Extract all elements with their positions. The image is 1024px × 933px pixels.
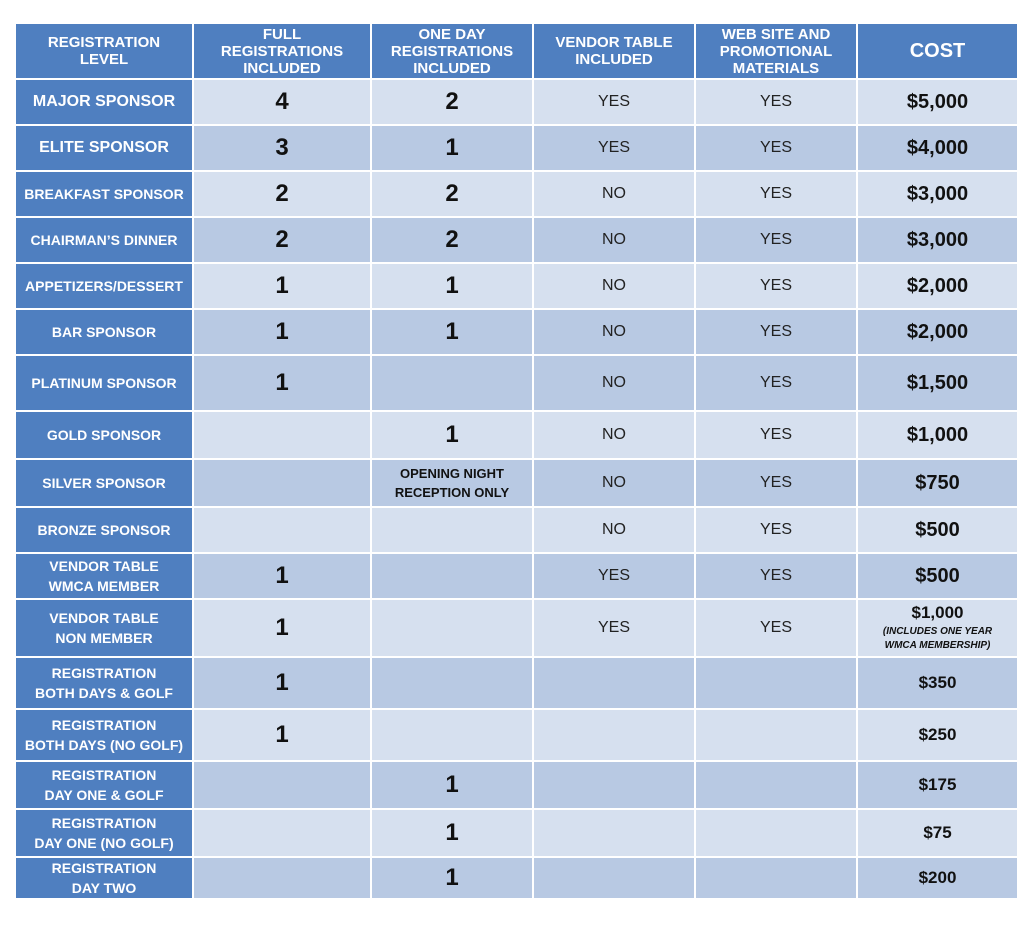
table-row (16, 858, 1017, 898)
table-row (16, 810, 1017, 856)
one-day-note-cell (372, 460, 532, 506)
vendor-cell (534, 710, 694, 760)
one-day-cell: 1 (372, 858, 532, 898)
cost-cell: $1,500 (858, 356, 1017, 410)
header-web-line: WEB SITE AND (721, 25, 831, 43)
web-cell (696, 810, 856, 856)
web-cell: YES (696, 80, 856, 124)
cost-cell: $250 (858, 710, 1017, 760)
table-row (16, 126, 1017, 170)
table-row (16, 264, 1017, 308)
level-line: NON MEMBER (55, 630, 153, 646)
level-line: VENDOR TABLE (49, 610, 159, 626)
header-oneday-line: INCLUDED (413, 59, 491, 77)
one-day-cell: 1 (372, 810, 532, 856)
level-line: REGISTRATION (51, 717, 157, 733)
level-cell: MAJOR SPONSOR (16, 80, 192, 124)
level-line: DAY TWO (71, 880, 137, 896)
full-registrations-cell: 3 (194, 126, 370, 170)
vendor-cell: NO (534, 264, 694, 308)
web-cell: YES (696, 356, 856, 410)
table-row (16, 310, 1017, 354)
header-full-registrations (194, 24, 370, 78)
header-full-line: REGISTRATIONS (220, 42, 344, 60)
level-line: BOTH DAYS & GOLF (35, 685, 173, 701)
header-row (16, 24, 1017, 78)
level-line: REGISTRATION (51, 767, 157, 783)
table-row (16, 356, 1017, 410)
cost-cell: $2,000 (858, 310, 1017, 354)
cost-cell: $5,000 (858, 80, 1017, 124)
level-cell: SILVER SPONSOR (16, 460, 192, 506)
one-day-note-line: OPENING NIGHT (399, 466, 504, 481)
full-registrations-cell: 1 (194, 658, 370, 708)
table-row (16, 762, 1017, 808)
vendor-cell: YES (534, 126, 694, 170)
table-row (16, 218, 1017, 262)
header-level-line: REGISTRATION (47, 34, 161, 51)
vendor-cell: NO (534, 356, 694, 410)
cost-cell: $75 (858, 810, 1017, 856)
web-cell (696, 762, 856, 808)
full-registrations-cell (194, 858, 370, 898)
full-registrations-cell: 1 (194, 710, 370, 760)
header-level (16, 24, 192, 78)
header-web-site (696, 24, 856, 78)
vendor-cell (534, 858, 694, 898)
web-cell (696, 658, 856, 708)
one-day-cell: 1 (372, 762, 532, 808)
table-row (16, 710, 1017, 760)
one-day-cell (372, 356, 532, 410)
cost-note-line: WMCA MEMBERSHIP) (884, 640, 991, 651)
web-cell (696, 710, 856, 760)
level-cell: BAR SPONSOR (16, 310, 192, 354)
vendor-cell (534, 658, 694, 708)
web-cell: YES (696, 126, 856, 170)
cost-cell: $175 (858, 762, 1017, 808)
web-cell (696, 858, 856, 898)
full-registrations-cell: 1 (194, 310, 370, 354)
one-day-cell (372, 508, 532, 552)
one-day-note-line: RECEPTION ONLY (394, 485, 510, 500)
header-web-line: PROMOTIONAL (719, 42, 833, 60)
header-oneday-line: ONE DAY (418, 25, 486, 43)
full-registrations-cell (194, 762, 370, 808)
level-cell (16, 554, 192, 598)
one-day-cell (372, 554, 532, 598)
header-level-line: LEVEL (79, 51, 129, 68)
one-day-cell: 1 (372, 412, 532, 458)
level-cell: PLATINUM SPONSOR (16, 356, 192, 410)
web-cell: YES (696, 218, 856, 262)
full-registrations-cell: 2 (194, 218, 370, 262)
one-day-cell (372, 600, 532, 656)
full-registrations-cell: 2 (194, 172, 370, 216)
table-row (16, 658, 1017, 708)
cost-cell (858, 600, 1017, 656)
header-full-line: FULL (262, 25, 302, 43)
level-line: DAY ONE & GOLF (44, 787, 164, 803)
level-cell (16, 710, 192, 760)
cost-cell: $2,000 (858, 264, 1017, 308)
level-cell (16, 658, 192, 708)
level-line: DAY ONE (NO GOLF) (34, 835, 174, 851)
level-cell: CHAIRMAN’S DINNER (16, 218, 192, 262)
cost-cell: $350 (858, 658, 1017, 708)
one-day-cell: 2 (372, 172, 532, 216)
web-cell: YES (696, 172, 856, 216)
vendor-cell: NO (534, 508, 694, 552)
level-cell: GOLD SPONSOR (16, 412, 192, 458)
web-cell: YES (696, 600, 856, 656)
header-vendor-line: INCLUDED (575, 51, 653, 68)
level-cell: BREAKFAST SPONSOR (16, 172, 192, 216)
header-vendor-table (534, 24, 694, 78)
vendor-cell: YES (534, 80, 694, 124)
vendor-cell: YES (534, 554, 694, 598)
full-registrations-cell: 1 (194, 264, 370, 308)
level-cell (16, 762, 192, 808)
full-registrations-cell: 1 (194, 554, 370, 598)
table-row (16, 554, 1017, 598)
header-web-line: MATERIALS (732, 59, 820, 77)
level-cell (16, 858, 192, 898)
one-day-cell (372, 710, 532, 760)
web-cell: YES (696, 508, 856, 552)
full-registrations-cell (194, 460, 370, 506)
full-registrations-cell (194, 412, 370, 458)
web-cell: YES (696, 310, 856, 354)
level-line: REGISTRATION (51, 860, 157, 876)
cost-cell: $750 (858, 460, 1017, 506)
level-line: VENDOR TABLE (49, 558, 159, 574)
table-row (16, 600, 1017, 656)
sponsorship-table (14, 22, 1019, 900)
header-vendor-line: VENDOR TABLE (555, 34, 673, 51)
cost-cell: $500 (858, 554, 1017, 598)
one-day-cell: 1 (372, 264, 532, 308)
level-line: WMCA MEMBER (48, 578, 160, 594)
level-cell: BRONZE SPONSOR (16, 508, 192, 552)
cost-value: $1,000 (911, 603, 964, 622)
full-registrations-cell (194, 810, 370, 856)
one-day-cell: 1 (372, 310, 532, 354)
table-row (16, 80, 1017, 124)
table-row (16, 460, 1017, 506)
vendor-cell: NO (534, 412, 694, 458)
vendor-cell: NO (534, 460, 694, 506)
cost-cell: $500 (858, 508, 1017, 552)
level-cell (16, 600, 192, 656)
header-cost: COST (858, 24, 1017, 78)
level-line: REGISTRATION (51, 815, 157, 831)
cost-cell: $4,000 (858, 126, 1017, 170)
full-registrations-cell: 1 (194, 600, 370, 656)
cost-cell: $200 (858, 858, 1017, 898)
header-full-line: INCLUDED (243, 59, 321, 77)
table-row (16, 412, 1017, 458)
full-registrations-cell: 1 (194, 356, 370, 410)
cost-cell: $3,000 (858, 172, 1017, 216)
level-cell (16, 810, 192, 856)
vendor-cell (534, 762, 694, 808)
one-day-cell (372, 658, 532, 708)
one-day-cell: 1 (372, 126, 532, 170)
cost-cell: $3,000 (858, 218, 1017, 262)
vendor-cell: NO (534, 172, 694, 216)
full-registrations-cell (194, 508, 370, 552)
level-cell: APPETIZERS/DESSERT (16, 264, 192, 308)
vendor-cell: YES (534, 600, 694, 656)
full-registrations-cell: 4 (194, 80, 370, 124)
cost-cell: $1,000 (858, 412, 1017, 458)
web-cell: YES (696, 412, 856, 458)
level-line: REGISTRATION (51, 665, 157, 681)
header-oneday-line: REGISTRATIONS (390, 42, 514, 60)
table-row (16, 508, 1017, 552)
sponsorship-table-container (16, 24, 1007, 896)
one-day-cell: 2 (372, 80, 532, 124)
level-cell: ELITE SPONSOR (16, 126, 192, 170)
cost-note-line: (INCLUDES ONE YEAR (882, 626, 993, 637)
vendor-cell (534, 810, 694, 856)
vendor-cell: NO (534, 218, 694, 262)
table-row (16, 172, 1017, 216)
one-day-cell: 2 (372, 218, 532, 262)
header-one-day-registrations (372, 24, 532, 78)
web-cell: YES (696, 264, 856, 308)
vendor-cell: NO (534, 310, 694, 354)
level-line: BOTH DAYS (NO GOLF) (24, 737, 184, 753)
web-cell: YES (696, 460, 856, 506)
web-cell: YES (696, 554, 856, 598)
